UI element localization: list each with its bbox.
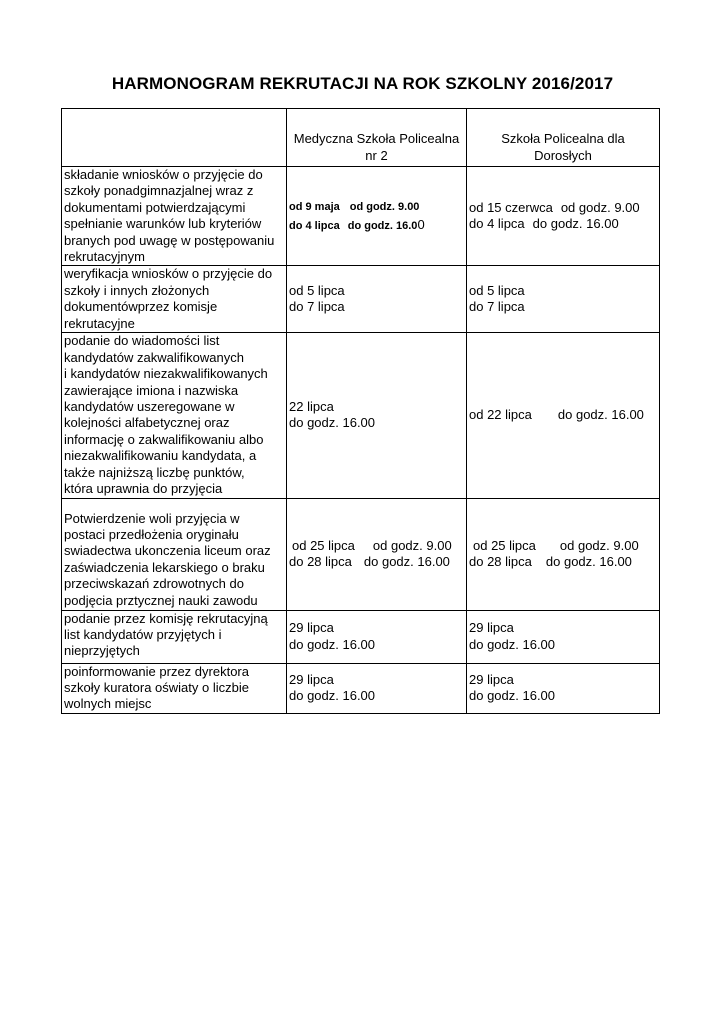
- date-from: od 25 lipca: [473, 537, 536, 553]
- date-line: [469, 216, 657, 232]
- time-from: od godz. 9.00: [349, 200, 420, 213]
- time-to: do godz. 16.00: [545, 554, 632, 569]
- task-cell: [62, 266, 287, 333]
- time-to: do godz. 16.00: [363, 554, 450, 569]
- date-line: 29 lipca: [289, 671, 334, 687]
- header-row: [62, 109, 660, 167]
- date-cell-medical: [287, 167, 467, 266]
- date-line: [289, 198, 464, 216]
- table-row: [62, 333, 660, 498]
- header-line: Dorosłych: [534, 147, 592, 163]
- date-cell-adult: [467, 610, 660, 663]
- date-cell-medical: [287, 333, 467, 498]
- date-line: 22 lipca: [289, 399, 334, 415]
- task-line: podjęcia prztycznej nauki zawodu: [64, 592, 258, 608]
- date-line: do 7 lipca: [469, 299, 525, 315]
- date-line: do godz. 16.00: [289, 415, 376, 431]
- date-to: do 4 lipca: [289, 219, 340, 232]
- task-line: weryfikacja wniosków o przyjęcie do: [64, 266, 273, 282]
- task-cell: [62, 498, 287, 610]
- date-from: od 9 maja: [289, 200, 340, 213]
- table-row: [62, 167, 660, 266]
- task-line: branych pod uwagę w postępowaniu: [64, 232, 275, 248]
- task-line: składanie wniosków o przyjęcie do: [64, 167, 263, 182]
- time-from: od godz. 9.00: [560, 199, 640, 215]
- task-line: rekrutacyjne: [64, 315, 135, 331]
- date-cell-adult: [467, 167, 660, 266]
- table-row: [62, 610, 660, 663]
- task-line: szkoły kuratora oświaty o liczbie: [64, 679, 249, 695]
- date-line: do 7 lipca: [289, 299, 345, 315]
- task-line: przeciwskazań zdrowotnych do: [64, 576, 244, 592]
- date-cell-medical: [287, 266, 467, 333]
- task-line: Potwierdzenie woli przyjęcia w: [64, 510, 240, 526]
- date-line: 29 lipca: [289, 620, 334, 636]
- date-line: [289, 554, 464, 570]
- date-from: od 22 lipca: [469, 407, 532, 423]
- task-line: szkoły ponadgimnazjalnej wraz z: [64, 183, 254, 199]
- time-to-suffix: 0: [417, 216, 425, 232]
- task-line: informację o zakwalifikowaniu albo: [64, 431, 264, 447]
- header-adult-school: [467, 109, 660, 167]
- time-to: do godz. 16.0: [347, 219, 418, 232]
- header-line: Medyczna Szkoła Policealna: [293, 131, 460, 147]
- date-from: od 15 czerwca: [469, 199, 553, 215]
- date-line: [469, 554, 657, 570]
- task-line: swiadectwa ukonczenia liceum oraz: [64, 543, 271, 559]
- document-title: HARMONOGRAM REKRUTACJI NA ROK SZKOLNY 2016/2017: [111, 74, 614, 93]
- task-cell: [62, 333, 287, 498]
- date-cell-adult: [467, 333, 660, 498]
- header-cell-empty: [62, 109, 287, 167]
- task-line: także najniższą liczbę punktów,: [64, 464, 245, 480]
- time-to: do godz. 16.00: [557, 407, 644, 423]
- task-line: kandydatów uszeregowane w: [64, 399, 235, 415]
- task-line: kandydatów zakwalifikowanych: [64, 349, 244, 365]
- date-line: 29 lipca: [469, 620, 514, 636]
- task-line: wolnych miejsc: [64, 696, 152, 712]
- task-line: zawierające imiona i nazwiska: [64, 382, 239, 398]
- recruitment-schedule-table: [61, 108, 660, 714]
- task-line: dokumentami potwierdzającymi: [64, 199, 246, 215]
- header-line: Szkoła Policealna dla: [501, 131, 625, 147]
- date-line: [289, 216, 464, 235]
- date-line: [289, 538, 464, 554]
- task-line: dokumentówprzez komisje: [64, 299, 218, 315]
- task-line: spełnianie warunków lub kryteriów: [64, 216, 262, 232]
- date-cell-adult: [467, 266, 660, 333]
- date-cell-adult: [467, 663, 660, 713]
- task-cell: [62, 167, 287, 266]
- date-line: do godz. 16.00: [289, 636, 376, 652]
- date-line: od 5 lipca: [289, 283, 345, 299]
- task-line: postaci przedłożenia oryginału: [64, 526, 239, 542]
- date-cell-medical: [287, 610, 467, 663]
- date-line: do godz. 16.00: [469, 636, 556, 652]
- task-line: szkoły i innych złożonych: [64, 282, 210, 298]
- date-to: do 28 lipca: [289, 554, 352, 569]
- time-to: do godz. 16.00: [532, 216, 619, 232]
- date-line: od 5 lipca: [469, 283, 525, 299]
- table-row: [62, 663, 660, 713]
- task-line: nieprzyjętych: [64, 643, 140, 659]
- date-cell-medical: [287, 663, 467, 713]
- time-from: od godz. 9.00: [559, 537, 639, 553]
- date-line: 29 lipca: [469, 671, 514, 687]
- date-cell-adult: [467, 498, 660, 610]
- task-line: która uprawnia do przyjęcia: [64, 481, 223, 497]
- table-row: [62, 498, 660, 610]
- task-line: podanie do wiadomości list: [64, 333, 220, 349]
- task-line: poinformowanie przez dyrektora: [64, 663, 249, 679]
- task-line: i kandydatów niezakwalifikowanych: [64, 366, 268, 382]
- table-row: [62, 266, 660, 333]
- date-line: [469, 407, 657, 423]
- time-from: od godz. 9.00: [372, 537, 452, 553]
- header-medical-school: [287, 109, 467, 167]
- date-line: [469, 538, 657, 554]
- date-to: do 28 lipca: [469, 554, 532, 569]
- task-line: podanie przez komisję rekrutacyjną: [64, 610, 268, 626]
- task-line: list kandydatów przyjętych i: [64, 626, 222, 642]
- header-line: nr 2: [365, 147, 388, 163]
- date-line: do godz. 16.00: [469, 688, 556, 704]
- task-line: rekrutacyjnym: [64, 249, 145, 265]
- task-line: zaświadczenia lekarskiego o braku: [64, 559, 265, 575]
- task-line: niezakwalifikowaniu kandydata, a: [64, 448, 257, 464]
- task-cell: [62, 663, 287, 713]
- date-cell-medical: [287, 498, 467, 610]
- task-cell: [62, 610, 287, 663]
- date-line: [469, 200, 657, 216]
- date-to: do 4 lipca: [469, 216, 525, 232]
- date-line: do godz. 16.00: [289, 688, 376, 704]
- task-line: kolejności alfabetycznej oraz: [64, 415, 230, 431]
- date-from: od 25 lipca: [292, 537, 355, 553]
